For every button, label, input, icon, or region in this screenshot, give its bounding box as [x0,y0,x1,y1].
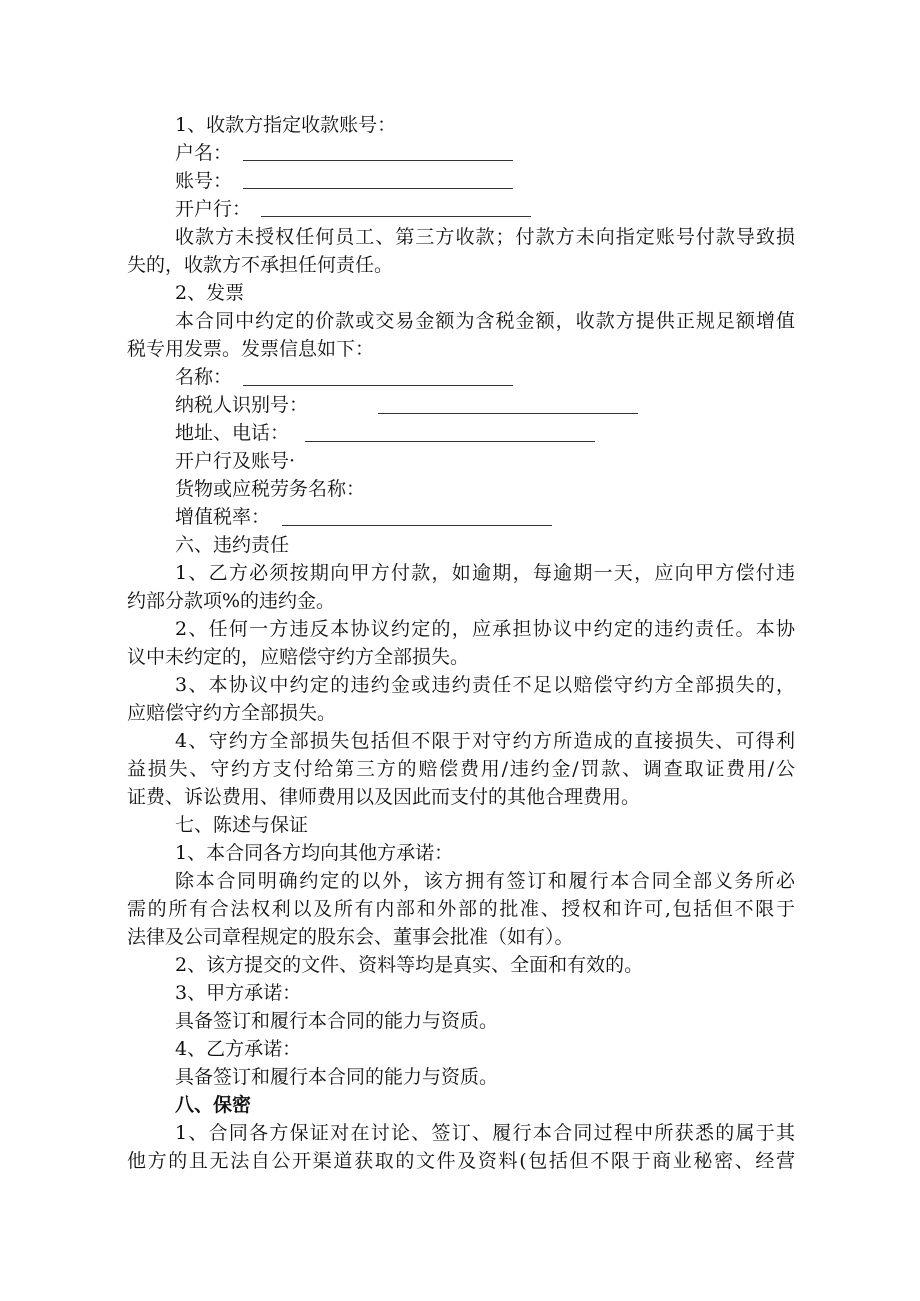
payment-note-line: 失的，收款方不承担任何责任。 [127,254,394,276]
breach-item-line: 1、乙方必须按期向甲方付款，如逾期，每逾期一天，应向甲方偿付违 [175,562,795,584]
breach-heading: 六、违约责任 [175,534,290,556]
invoice-heading: 2、发票 [175,282,245,304]
representations-item: 3、甲方承诺： [175,982,302,1004]
account-name-blank [243,160,513,161]
bank-label: 开户行： [175,198,252,220]
payment-account-heading: 1、收款方指定收款账号： [175,114,397,136]
account-number-blank [243,188,513,189]
breach-item-line: 应赔偿守约方全部损失。 [127,702,337,724]
representations-heading: 七、陈述与保证 [175,814,309,836]
confidentiality-item-line: 他方的且无法自公开渠道获取的文件及资料(包括但不限于商业秘密、经营 [127,1150,795,1172]
bank-account-label: 开户行及账号· [175,450,296,472]
representations-paragraph-line: 需的所有合法权利以及所有内部和外部的批准、授权和许可,包括但不限于 [127,898,795,920]
invoice-paragraph-line: 税专用发票。发票信息如下： [127,338,375,360]
bank-blank [261,216,531,217]
representations-paragraph-line: 法律及公司章程规定的股东会、董事会批准（如有）。 [127,926,574,948]
breach-item-line: 2、任何一方违反本协议约定的，应承担协议中约定的违约责任。本协 [175,618,795,640]
representations-paragraph-line: 具备签订和履行本合同的能力与资质。 [175,1066,499,1088]
vat-rate-blank [282,525,552,526]
invoice-paragraph-line: 本合同中约定的价款或交易金额为含税金额，收款方提供正规足额增值 [175,310,795,332]
breach-item-line: 益损失、守约方支付给第三方的赔偿费用/违约金/罚款、调查取证费用/公 [127,758,795,780]
account-name-label: 户名： [175,142,233,164]
confidentiality-item-line: 1、合同各方保证对在讨论、签订、履行本合同过程中所获悉的属于其 [175,1122,795,1144]
representations-item: 4、乙方承诺： [175,1038,302,1060]
address-phone-blank [305,441,595,442]
invoice-name-label: 名称： [175,366,233,388]
payment-note-line: 收款方未授权任何员工、第三方收款；付款方未向指定账号付款导致损 [175,226,795,248]
representations-item: 2、该方提交的文件、资料等均是真实、全面和有效的。 [175,954,644,976]
breach-item-line: 议中未约定的，应赔偿守约方全部损失。 [127,646,470,668]
confidentiality-heading: 八、保密 [175,1094,252,1116]
vat-rate-label: 增值税率： [175,506,271,528]
taxpayer-id-label: 纳税人识别号： [175,394,309,416]
address-phone-label: 地址、电话： [175,422,290,444]
representations-paragraph-line: 除本合同明确约定的以外，该方拥有签订和履行本合同全部义务所必 [175,870,795,892]
account-number-label: 账号： [175,170,233,192]
breach-item-line: 4、守约方全部损失包括但不限于对守约方所造成的直接损失、可得利 [175,730,795,752]
taxpayer-id-blank [378,413,638,414]
representations-paragraph-line: 具备签订和履行本合同的能力与资质。 [175,1010,499,1032]
invoice-name-blank [243,385,513,386]
breach-item-line: 证费、诉讼费用、律师费用以及因此而支付的其他合理费用。 [127,786,641,808]
breach-item-line: 3、本协议中约定的违约金或违约责任不足以赔偿守约方全部损失的， [175,674,795,696]
goods-label: 货物或应税劳务名称： [175,478,366,500]
representations-item: 1、本合同各方均向其他方承诺： [175,842,454,864]
breach-item-line: 约部分款项%的违约金。 [127,590,336,612]
